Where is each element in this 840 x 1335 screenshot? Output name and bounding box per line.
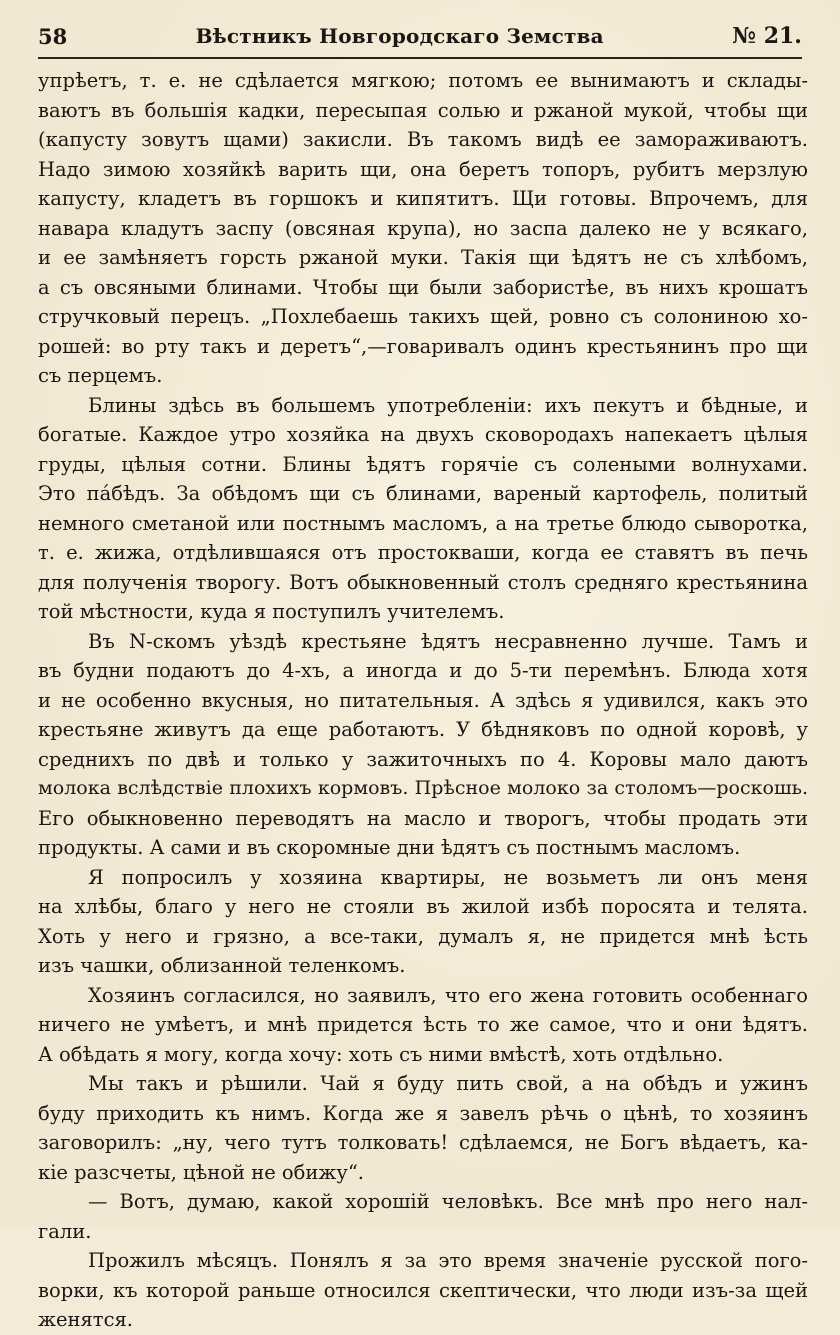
text-line: женятся. <box>38 1308 133 1331</box>
text-line: ничего не умѣетъ, и мнѣ придется ѣсть то же самое, что и они ѣдятъ. <box>38 1013 808 1036</box>
text-line: Надо зимою хозяйкѣ варить щи, она беретъ топоръ, рубитъ мерзлую <box>38 157 808 181</box>
text-line: ворки, къ которой раньше относился скептически, что люди изъ-за щей <box>38 1278 808 1302</box>
text-line: съ перцемъ. <box>38 364 163 387</box>
header-rule <box>38 57 802 59</box>
text-line: на хлѣбы, благо у него не стояли въ жилой избѣ поросята и телята. <box>38 895 808 918</box>
text-line: и не особенно вкусныя, но питательныя. А здѣсь я удивился, какъ это <box>38 688 808 712</box>
text-line: для полученія творогу. Вотъ обыкновенный столъ средняго крестьянина <box>38 570 808 594</box>
text-line: Я попросилъ у хозяина квартиры, не возьметъ ли онъ меня <box>88 865 808 889</box>
paragraph <box>38 1187 808 1246</box>
text-line: капусту, кладетъ въ горшокъ и кипятитъ. Щи готовы. Впрочемъ, для <box>38 187 808 210</box>
text-line: немного сметаной или постнымъ масломъ, а на третье блюдо сыворотка, <box>38 511 808 535</box>
page-number: 58 <box>38 23 68 49</box>
text-line: Это пáбѣдъ. За обѣдомъ щи съ блинами, вареный картофель, политый <box>38 482 808 505</box>
text-line: богатые. Каждое утро хозяйка на двухъ сковородахъ напекаетъ цѣлыя <box>38 423 808 446</box>
text-line: молока вслѣдствіе плохихъ кормовъ. Прѣсное молоко за столомъ—роскошь. <box>38 777 808 799</box>
text-line: рошей: во рту такъ и деретъ“,—говаривалъ одинъ крестьянинъ про щи <box>38 334 808 358</box>
text-line: среднихъ по двѣ и только у зажиточныхъ по 4. Коровы мало даютъ <box>38 747 808 771</box>
text-line: заговорилъ: „ну, чего тутъ толковать! сдѣлаемся, не Богъ вѣдаетъ, ка- <box>38 1131 808 1154</box>
text-line: Мы такъ и рѣшили. Чай я буду пить свой, а на обѣдъ и ужинъ <box>88 1072 808 1095</box>
text-line: буду приходить къ нимъ. Когда же я завелъ рѣчь о цѣнѣ, то хозяинъ <box>38 1101 808 1125</box>
text-line: ваютъ въ большія кадки, пересыпая солью и ржаной мукой, чтобы щи <box>38 98 808 122</box>
text-line: крестьяне живутъ да еще работаютъ. У бѣдняковъ по одной коровѣ, у <box>38 718 808 741</box>
text-line: въ будни подаютъ до 4-хъ, а иногда и до 5-ти перемѣнъ. Блюда хотя <box>38 659 808 682</box>
text-line: Прожилъ мѣсяцъ. Понялъ я за это время значеніе русской пого- <box>88 1249 808 1272</box>
text-line: изъ чашки, облизанной теленкомъ. <box>38 954 406 977</box>
paragraph <box>38 863 808 981</box>
paragraph <box>38 1069 808 1187</box>
text-line: а съ овсяными блинами. Чтобы щи были забористѣе, въ нихъ крошатъ <box>38 275 808 299</box>
text-line: груды, цѣлыя сотни. Блины ѣдятъ горячіе съ солеными волнухами. <box>38 452 808 476</box>
text-line: стручковый перецъ. „Похлебаешь такихъ щей, ровно съ солониною хо- <box>38 305 808 328</box>
text-line: (капусту зовутъ щами) закисли. Въ такомъ видѣ ее замораживаютъ. <box>38 128 808 151</box>
paragraph <box>38 1246 808 1335</box>
text-line: упрѣетъ, т. е. не сдѣлается мягкою; потомъ ее вынимаютъ и склады- <box>38 69 808 92</box>
text-line: Хозяинъ согласился, но заявилъ, что его жена готовить особеннаго <box>88 983 808 1007</box>
paragraph <box>38 627 808 863</box>
issue-number: № 21. <box>732 23 802 49</box>
text-line: Въ N-скомъ уѣздѣ крестьяне ѣдятъ несравненно лучше. Тамъ и <box>88 629 808 653</box>
text-line: той мѣстности, куда я поступилъ учителемъ. <box>38 600 505 623</box>
text-line: Его обыкновенно переводятъ на масло и творогъ, чтобы продать эти <box>38 806 808 830</box>
text-line: и ее замѣняетъ горсть ржаной муки. Такія щи ѣдятъ не съ хлѣбомъ, <box>38 246 808 269</box>
article-body <box>38 66 808 1335</box>
running-header <box>38 20 802 52</box>
paragraph <box>38 66 808 391</box>
text-line: гали. <box>38 1219 92 1243</box>
paragraph <box>38 981 808 1070</box>
text-line: кіе разсчеты, цѣной не обижу“. <box>38 1160 364 1184</box>
text-line: продукты. А сами и въ скоромные дни ѣдятъ съ постнымъ масломъ. <box>38 836 741 859</box>
text-line: т. е. жижа, отдѣлившаяся отъ простокваши, когда ее ставятъ въ печь <box>38 541 808 564</box>
text-line: навара кладутъ заспу (овсяная крупа), но заспа далеко не у всякаго, <box>38 216 808 240</box>
text-line: Хоть у него и грязно, а все-таки, думалъ я, не придется мнѣ ѣсть <box>38 924 808 948</box>
paragraph <box>38 391 808 627</box>
journal-title: Вѣстникъ Новгородскаго Земства <box>195 24 604 48</box>
text-line: — Вотъ, думаю, какой хорошій человѣкъ. Все мнѣ про него нал- <box>88 1190 808 1213</box>
text-line: А обѣдать я могу, когда хочу: хоть съ ними вмѣстѣ, хоть отдѣльно. <box>38 1042 724 1066</box>
text-line: Блины здѣсь въ большемъ употребленіи: ихъ пекутъ и бѣдные, и <box>88 393 808 417</box>
